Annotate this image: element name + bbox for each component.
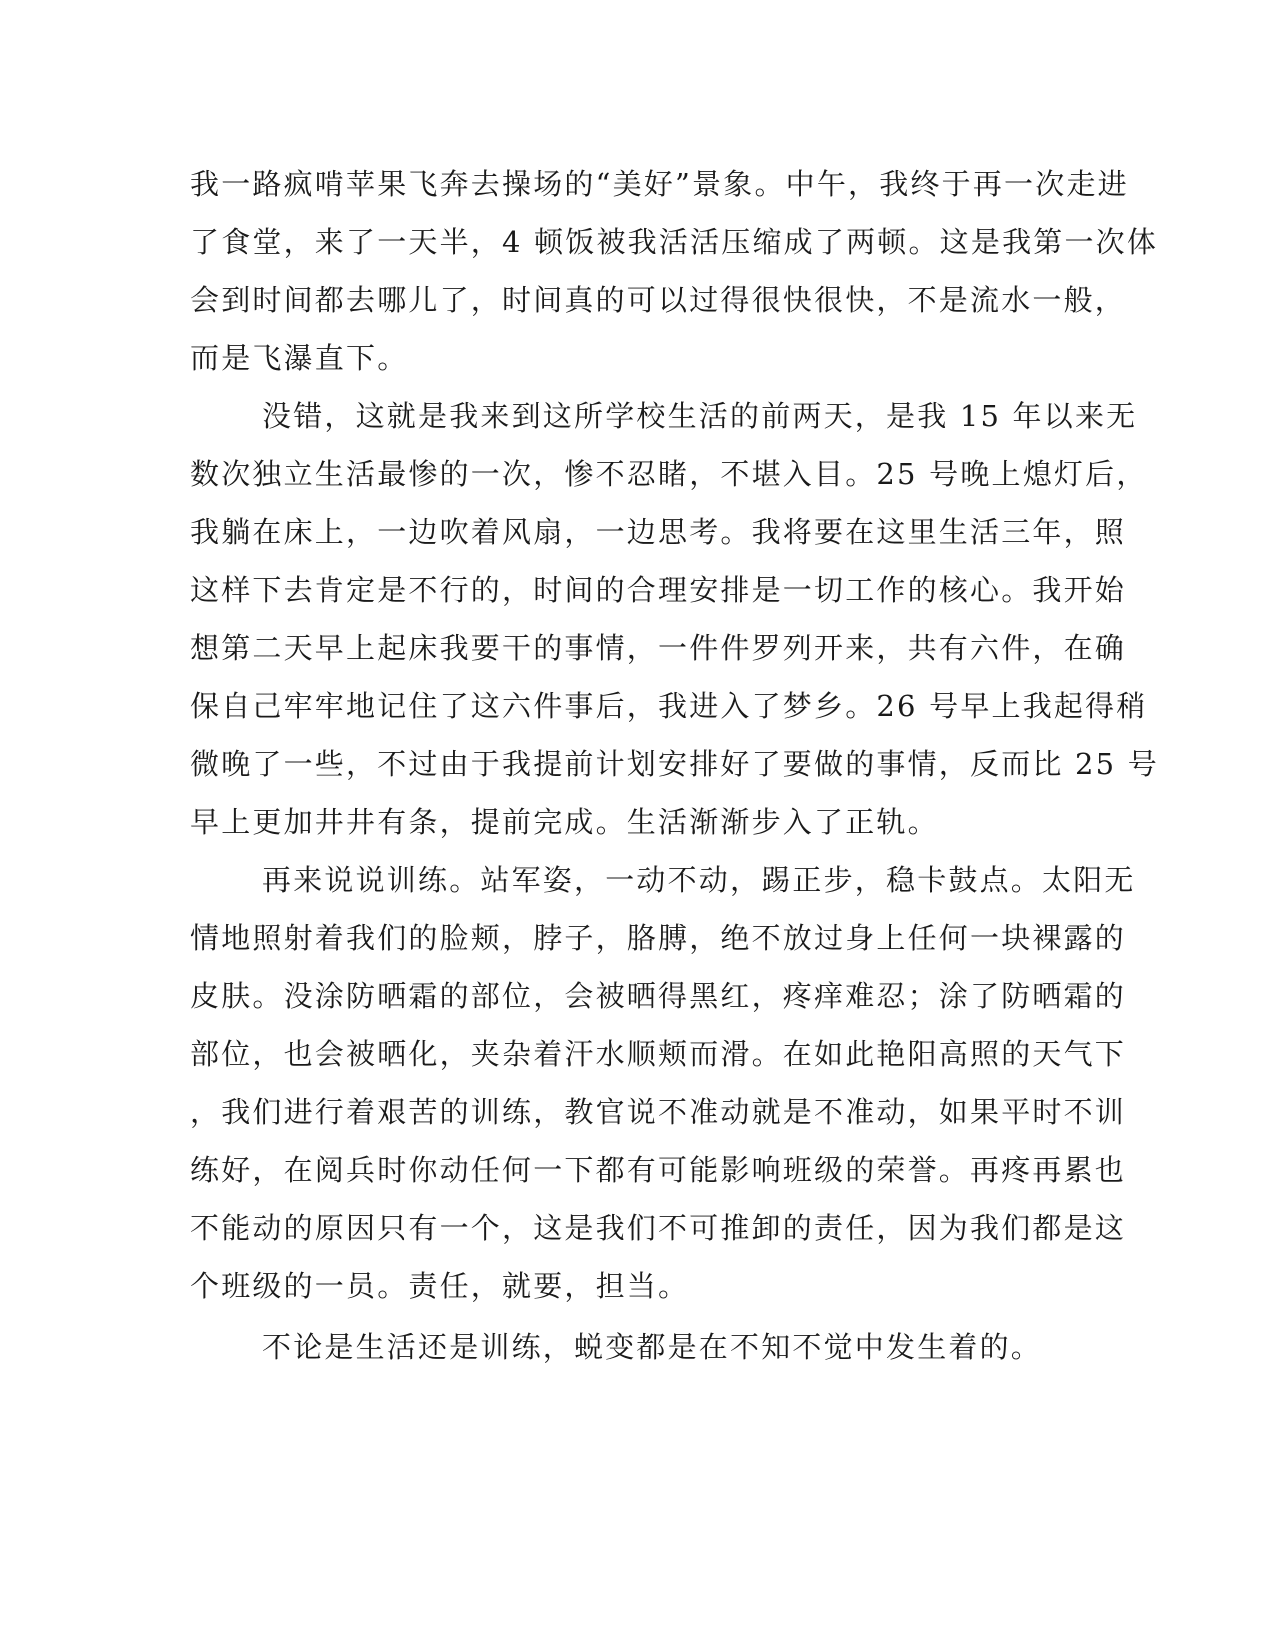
text-line: 不能动的原因只有一个，这是我们不可推卸的责任，因为我们都是这 (190, 1211, 1127, 1245)
text-line: 练好，在阅兵时你动任何一下都有可能影响班级的荣誉。再疼再累也 (190, 1153, 1127, 1187)
text-line: 部位，也会被晒化，夹杂着汗水顺颊而滑。在如此艳阳高照的天气下 (190, 1037, 1127, 1071)
text-line: 数次独立生活最惨的一次，惨不忍睹，不堪入目。25 号晚上熄灯后， (190, 457, 1148, 491)
text-line: ，我们进行着艰苦的训练，教官说不准动就是不准动，如果平时不训 (190, 1095, 1127, 1129)
text-line: 情地照射着我们的脸颊，脖子，胳膊，绝不放过身上任何一块裸露的 (190, 921, 1127, 955)
text-line: 没错，这就是我来到这所学校生活的前两天，是我 15 年以来无 (262, 399, 1138, 433)
text-line: 皮肤。没涂防晒霜的部位，会被晒得黑红，疼痒难忍；涂了防晒霜的 (190, 979, 1127, 1013)
text-line: 早上更加井井有条，提前完成。生活渐渐步入了正轨。 (190, 805, 939, 839)
text-line: 微晚了一些，不过由于我提前计划安排好了要做的事情，反而比 25 号 (190, 747, 1159, 781)
text-line: 会到时间都去哪儿了，时间真的可以过得很快很快，不是流水一般， (190, 283, 1127, 317)
text-line: 而是飞瀑直下。 (190, 341, 409, 375)
text-line: 再来说说训练。站军姿，一动不动，踢正步，稳卡鼓点。太阳无 (262, 863, 1136, 897)
text-line: 保自己牢牢地记住了这六件事后，我进入了梦乡。26 号早上我起得稍 (190, 689, 1148, 723)
text-line: 我一路疯啃苹果飞奔去操场的“美好”景象。中午，我终于再一次走进 (190, 167, 1129, 201)
text-line: 我躺在床上，一边吹着风扇，一边思考。我将要在这里生活三年，照 (190, 515, 1127, 549)
text-line: 个班级的一员。责任，就要，担当。 (190, 1269, 690, 1303)
text-line: 想第二天早上起床我要干的事情，一件件罗列开来，共有六件，在确 (190, 631, 1127, 665)
text-line: 了食堂，来了一天半，4 顿饭被我活活压缩成了两顿。这是我第一次体 (190, 225, 1159, 259)
text-line: 这样下去肯定是不行的，时间的合理安排是一切工作的核心。我开始 (190, 573, 1127, 607)
text-line: 不论是生活还是训练，蜕变都是在不知不觉中发生着的。 (262, 1330, 1043, 1364)
